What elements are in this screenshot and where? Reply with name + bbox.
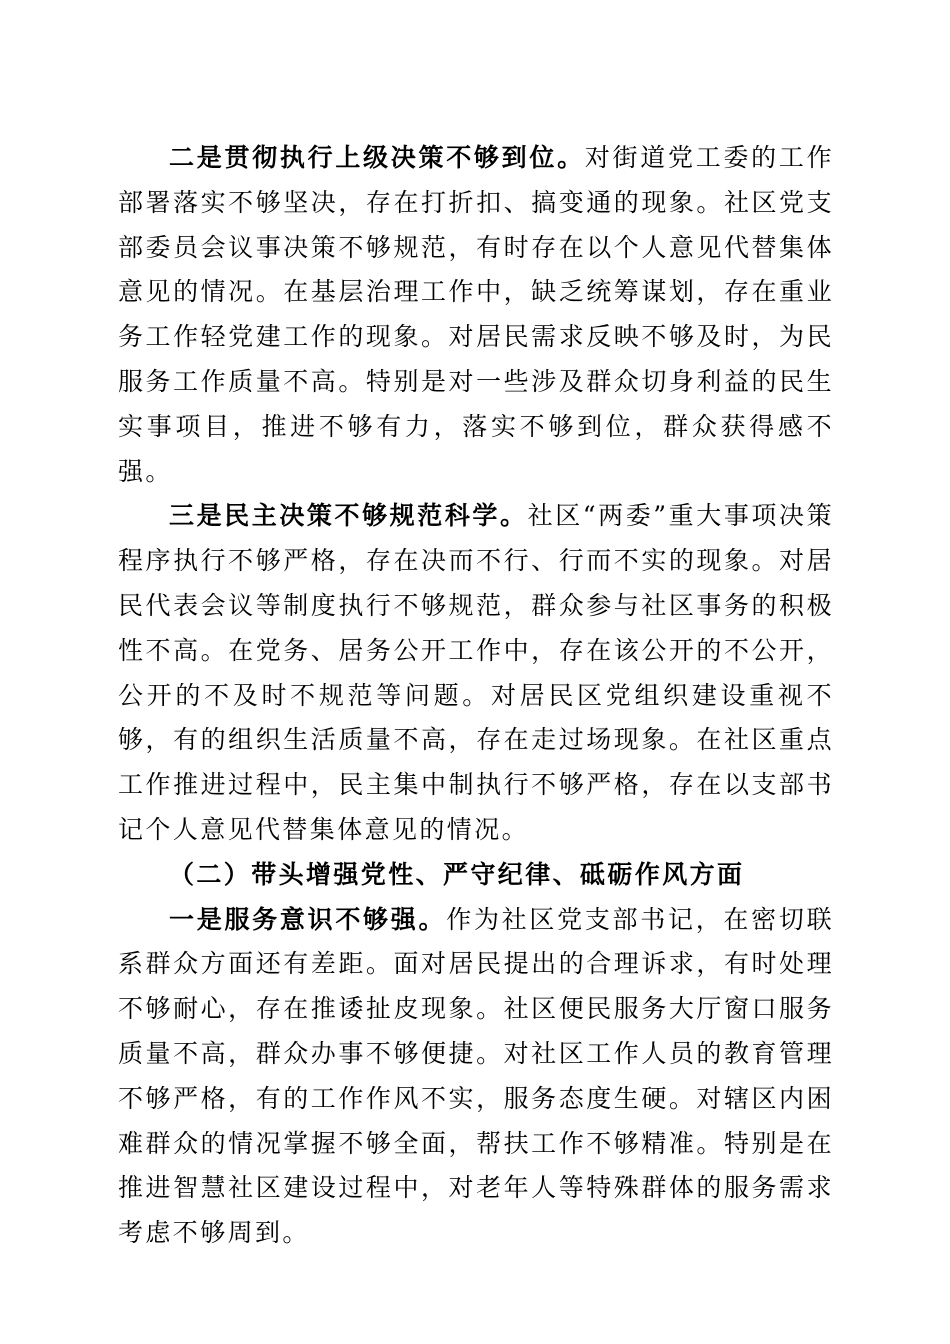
paragraph-lead: 二是贯彻执行上级决策不够到位。 — [169, 143, 585, 172]
paragraph-democratic-decision — [118, 494, 834, 852]
paragraph-service-awareness — [118, 898, 834, 1256]
paragraph-body: 作为社区党支部书记，在密切联系群众方面还有差距。面对居民提出的合理诉求，有时处理不够耐心，存在推诿扯皮现象。社区便民服务大厅窗口服务质量不高，群众办事不够便捷。对社区工作人员的教育管理不够严格，有的工作作风不实，服务态度生硬。对辖区内困难群众的情况掌握不够全面，帮扶工作不够精准。特别是在推进智慧社区建设过程中，对老年人等特殊群体的服务需求考虑不够周到。 — [118, 904, 834, 1248]
paragraph-body: 对街道党工委的工作部署落实不够坚决，存在打折扣、搞变通的现象。社区党支部委员会议事决策不够规范，有时存在以个人意见代替集体意见的情况。在基层治理工作中，缺乏统筹谋划，存在重业务工作轻党建工作的现象。对居民需求反映不够及时，为民服务工作质量不高。特别是对一些涉及群众切身利益的民生实事项目，推进不够有力，落实不够到位，群众获得感不强。 — [118, 143, 834, 486]
paragraph-lead: 一是服务意识不够强。 — [169, 904, 447, 934]
document-page — [118, 136, 834, 1256]
paragraph-policy-implementation — [118, 136, 834, 494]
section-subheading: （二）带头增强党性、严守纪律、砥砺作风方面 — [169, 859, 745, 889]
paragraph-lead: 三是民主决策不够规范科学。 — [169, 501, 528, 531]
paragraph-body: 社区“两委”重大事项决策程序执行不够严格，存在决而不行、行而不实的现象。对居民代表会议等制度执行不够规范，群众参与社区事务的积极性不高。在党务、居务公开工作中，存在该公开的不公开，公开的不及时不规范等问题。对居民区党组织建设重视不够，有的组织生活质量不高，存在走过场现象。在社区重点工作推进过程中，民主集中制执行不够严格，存在以支部书记个人意见代替集体意见的情况。 — [118, 501, 834, 844]
